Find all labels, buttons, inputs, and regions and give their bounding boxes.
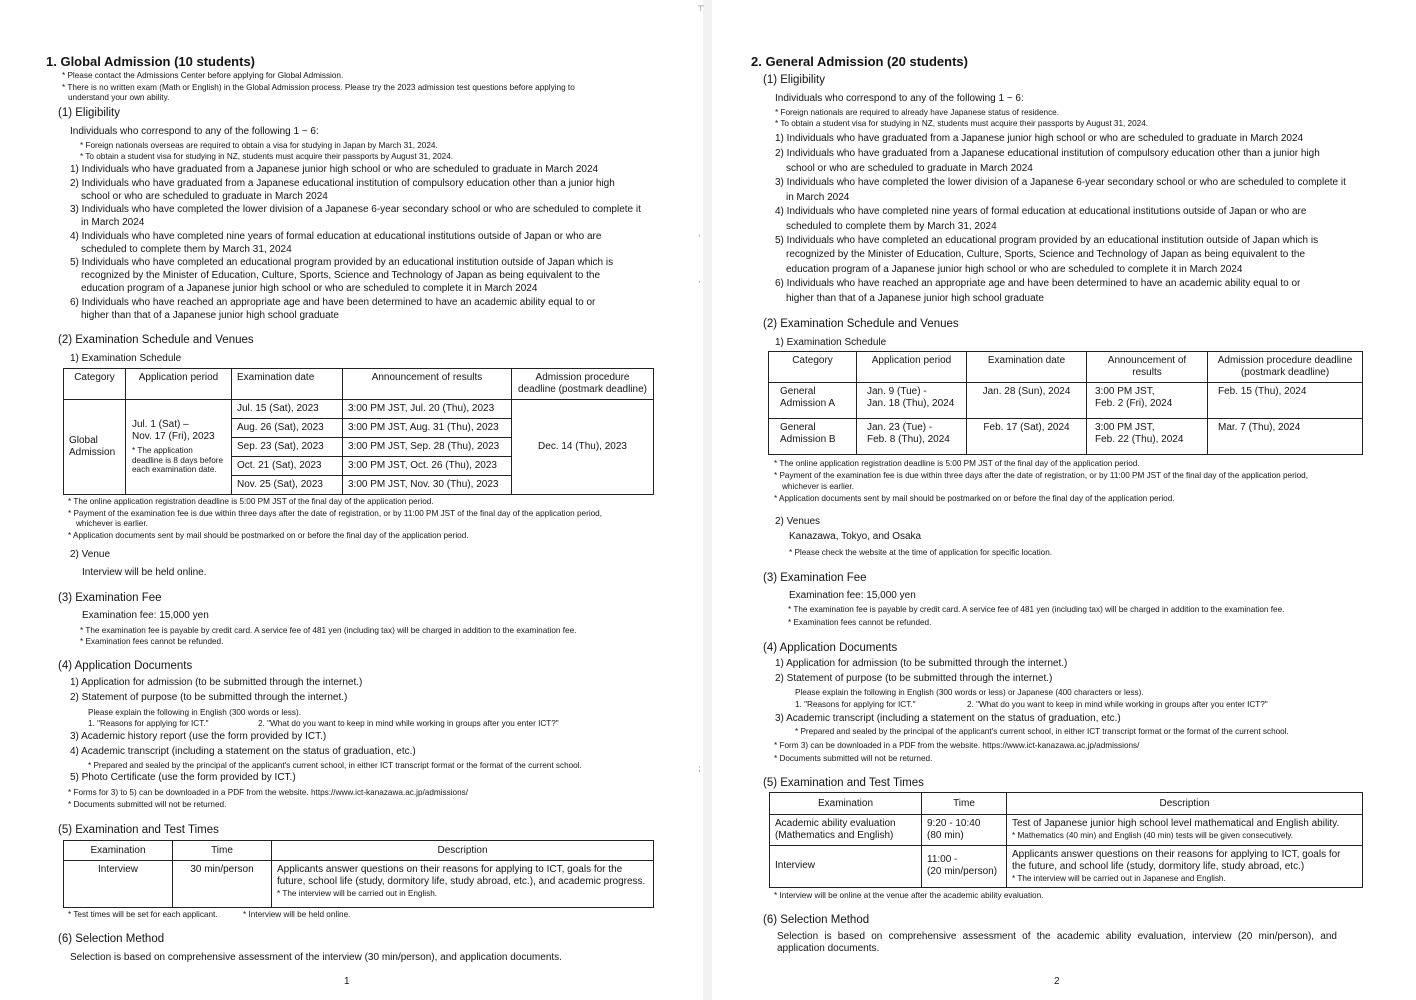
eligibility-item: higher than that of a Japanese junior high school graduate (786, 293, 1044, 304)
exam-cell: Academic ability evaluation (Mathematics and English) (770, 815, 922, 846)
documents-heading: (4) Application Documents (763, 642, 898, 654)
fee-note: * Examination fees cannot be refunded. (788, 618, 932, 627)
result-cell: 3:00 PM JST, Sep. 28 (Thu), 2023 (343, 438, 512, 457)
section-title-global-admission: 1. Global Admission (10 students) (46, 54, 255, 69)
venue-subheading: 2) Venue (70, 549, 111, 560)
eligibility-item: 1) Individuals who have graduated from a Japanese junior high school or who are scheduled to graduate in March 2024 (775, 133, 1304, 144)
eligibility-note: * To obtain a student visa for studying in NZ, students must acquire their passports by August 31, 2024. (80, 152, 454, 161)
selection-text: Selection is based on comprehensive assessment of the academic ability evaluation, interview (20 min/person), and application documents. (777, 931, 1337, 954)
description-cell (1007, 815, 1363, 846)
selection-text: Selection is based on comprehensive assessment of the interview (30 min/person), and application documents. (70, 952, 562, 963)
eligibility-item: 5) Individuals who have completed an educational program provided by an educational institution outside of Japan which is (70, 257, 614, 268)
table-header: Description (1007, 793, 1363, 815)
eligibility-item: 2) Individuals who have graduated from a Japanese educational institution of compulsory education other than a junior high (775, 148, 1320, 159)
eligibility-item: education program of a Japanese junior high school or who are scheduled to complete it in March 2024 (81, 283, 538, 294)
selection-heading: (6) Selection Method (58, 933, 165, 945)
document-item: 4) Academic transcript (including a statement on the status of graduation, etc.) (70, 746, 416, 757)
scan-mark: ‚ (698, 275, 701, 285)
description-text: Applicants answer questions on their reasons for applying to ICT, goals for the future, school life (study, dormitory life, study abroad, etc.), and academic progress. (277, 864, 646, 887)
schedule-subheading: 1) Examination Schedule (70, 353, 182, 364)
time-cell: 30 min/person (173, 861, 272, 908)
section-title-general-admission: 2. General Admission (20 students) (751, 54, 968, 69)
time-cell: 11:00 - (20 min/person) (922, 846, 1007, 888)
eligibility-item: scheduled to complete them by March 31, 2024 (81, 244, 292, 255)
fee-heading: (3) Examination Fee (763, 572, 867, 584)
schedule-note: * The online application registration deadline is 5:00 PM JST of the final day of the application period. (68, 497, 434, 506)
application-period-cell (126, 400, 232, 495)
document-note: * Documents submitted will not be returned. (774, 754, 933, 763)
table-header: Examination date (232, 369, 343, 400)
schedule-note: * Payment of the examination fee is due within three days after the date of registration, or by 11:00 PM JST of the final day of the application period, (774, 471, 1309, 480)
schedule-note: whichever is earlier. (782, 482, 854, 491)
table-header: Application period (857, 352, 967, 383)
description-note: * The interview will be carried out in Japanese and English. (1012, 874, 1226, 883)
venue-subheading: 2) Venues (775, 516, 821, 527)
table-row (770, 815, 1363, 846)
description-cell (1007, 846, 1363, 888)
description-note: * The interview will be carried out in English. (277, 889, 438, 898)
application-period-note: * The application deadline is 8 days before each examination date. (132, 445, 224, 475)
eligibility-item: 3) Individuals who have completed the lower division of a Japanese 6-year secondary school or who are scheduled to complete it (70, 204, 641, 215)
eligibility-note: * Foreign nationals are required to already have Japanese status of residence. (775, 108, 1060, 117)
exam-date-cell: Jan. 28 (Sun), 2024 (967, 383, 1087, 419)
page-number: 1 (344, 976, 350, 987)
fee-heading: (3) Examination Fee (58, 592, 162, 604)
test-times-note: * Test times will be set for each applicant. (68, 910, 218, 919)
eligibility-item: 2) Individuals who have graduated from a Japanese educational institution of compulsory education other than a junior high (70, 178, 615, 189)
table-header: Announcement of results (1087, 352, 1208, 383)
schedule-table (63, 368, 654, 495)
document-subnote: * Prepared and sealed by the principal of the applicant's current school, in either ICT transcript format or the format of the current school. (795, 727, 1289, 736)
schedule-note: * The online application registration deadline is 5:00 PM JST of the final day of the application period. (774, 459, 1140, 468)
document-subnote: 1. "Reasons for applying for ICT." (795, 700, 916, 709)
eligibility-lead: Individuals who correspond to any of the following 1 ~ 6: (775, 93, 1024, 104)
schedule-note: * Application documents sent by mail should be postmarked on or before the final day of the application period. (68, 531, 469, 540)
document-subnote: 1. "Reasons for applying for ICT." (88, 719, 209, 728)
eligibility-heading: (1) Eligibility (763, 74, 825, 86)
venue-text: Kanazawa, Tokyo, and Osaka (789, 531, 922, 542)
eligibility-item: higher than that of a Japanese junior high school graduate (81, 310, 339, 321)
eligibility-item: 5) Individuals who have completed an educational program provided by an educational institution outside of Japan which is (775, 235, 1319, 246)
deadline-cell: Mar. 7 (Thu), 2024 (1208, 419, 1363, 455)
fee-note: * The examination fee is payable by credit card. A service fee of 481 yen (including tax) will be charged in addition to the examination fee. (80, 626, 577, 635)
venue-text: Interview will be held online. (82, 567, 207, 578)
result-cell: 3:00 PM JST, Feb. 2 (Fri), 2024 (1087, 383, 1208, 419)
test-times-note: * Interview will be held online. (243, 910, 351, 919)
category-cell: General Admission B (769, 419, 857, 455)
document-note: * Form 3) can be downloaded in a PDF from the website. https://www.ict-kanazawa.ac.jp/admissions/ (774, 741, 1140, 750)
schedule-note: whichever is earlier. (76, 519, 148, 528)
table-header-row (64, 369, 654, 400)
schedule-table (768, 351, 1363, 455)
category-cell: General Admission A (769, 383, 857, 419)
exam-cell: Interview (770, 846, 922, 888)
scan-mark: ; (698, 764, 702, 774)
document-subnote: * Prepared and sealed by the principal of the applicant's current school, in either ICT transcript format or the format of the current school. (88, 761, 582, 770)
document-subnote: Please explain the following in English (300 words or less) or Japanese (400 characters or less). (795, 688, 1144, 697)
table-header-row (64, 841, 654, 861)
eligibility-item: school or who are scheduled to graduate in March 2024 (786, 163, 1033, 174)
document-item: 3) Academic history report (use the form provided by ICT.) (70, 731, 327, 742)
page-gutter (703, 0, 712, 1000)
page-1 (0, 0, 703, 1000)
document-item: 1) Application for admission (to be submitted through the internet.) (775, 658, 1068, 669)
document-item: 2) Statement of purpose (to be submitted through the internet.) (70, 692, 348, 703)
eligibility-lead: Individuals who correspond to any of the following 1 ~ 6: (70, 126, 319, 137)
eligibility-heading: (1) Eligibility (58, 107, 120, 119)
exam-date-cell: Sep. 23 (Sat), 2023 (232, 438, 343, 457)
schedule-subheading: 1) Examination Schedule (775, 337, 887, 348)
eligibility-item: in March 2024 (786, 192, 850, 203)
page-number: 2 (1054, 976, 1060, 987)
deadline-cell: Feb. 15 (Thu), 2024 (1208, 383, 1363, 419)
table-row (769, 383, 1363, 419)
intro-note: * Please contact the Admissions Center before applying for Global Admission. (62, 71, 344, 80)
application-period-cell: Jan. 9 (Tue) - Jan. 18 (Thu), 2024 (857, 383, 967, 419)
venue-note: * Please check the website at the time of application for specific location. (789, 548, 1053, 557)
result-cell: 3:00 PM JST, Aug. 31 (Thu), 2023 (343, 419, 512, 438)
document-subnote: Please explain the following in English (300 words or less). (88, 708, 301, 717)
document-item: 1) Application for admission (to be submitted through the internet.) (70, 677, 363, 688)
eligibility-item: recognized by the Minister of Education, Culture, Sports, Science and Technology of Japan as being equivalent to the (786, 249, 1306, 260)
table-header: Category (769, 352, 857, 383)
result-cell: 3:00 PM JST, Nov. 30 (Thu), 2023 (343, 476, 512, 495)
application-period: Jul. 1 (Sat) – Nov. 17 (Fri), 2023 (132, 418, 215, 442)
table-header: Time (173, 841, 272, 861)
table-header: Time (922, 793, 1007, 815)
result-cell: 3:00 PM JST, Feb. 22 (Thu), 2024 (1087, 419, 1208, 455)
document-item: 5) Photo Certificate (use the form provided by ICT.) (70, 772, 296, 783)
exam-date-cell: Feb. 17 (Sat), 2024 (967, 419, 1087, 455)
result-cell: 3:00 PM JST, Oct. 26 (Thu), 2023 (343, 457, 512, 476)
category-cell: Global Admission (64, 400, 126, 495)
eligibility-item: 6) Individuals who have reached an appropriate age and have been determined to have an academic ability equal to or (70, 297, 596, 308)
exam-date-cell: Oct. 21 (Sat), 2023 (232, 457, 343, 476)
selection-heading: (6) Selection Method (763, 914, 870, 926)
table-header: Application period (126, 369, 232, 400)
table-header: Category (64, 369, 126, 400)
fee-text: Examination fee: 15,000 yen (789, 590, 916, 601)
table-header: Description (272, 841, 654, 861)
description-note: * Mathematics (40 min) and English (40 min) tests will be given consecutively. (1012, 831, 1294, 840)
application-period-cell: Jan. 23 (Tue) - Feb. 8 (Thu), 2024 (857, 419, 967, 455)
schedule-heading: (2) Examination Schedule and Venues (763, 318, 959, 330)
eligibility-item: 1) Individuals who have graduated from a Japanese junior high school or who are scheduled to graduate in March 2024 (70, 164, 599, 175)
schedule-note: * Application documents sent by mail should be postmarked on or before the final day of the application period. (774, 494, 1175, 503)
schedule-heading: (2) Examination Schedule and Venues (58, 334, 254, 346)
table-row (769, 419, 1363, 455)
exam-date-cell: Jul. 15 (Sat), 2023 (232, 400, 343, 419)
documents-heading: (4) Application Documents (58, 660, 193, 672)
table-row (770, 846, 1363, 888)
intro-note: understand your own ability. (68, 93, 170, 102)
table-header: Examination date (967, 352, 1087, 383)
document-subnote: 2. "What do you want to keep in mind while working in groups after you enter ICT?" (258, 719, 559, 728)
test-times-heading: (5) Examination and Test Times (763, 777, 924, 789)
table-header-row (770, 793, 1363, 815)
table-header-row (769, 352, 1363, 383)
document-item: 2) Statement of purpose (to be submitted through the internet.) (775, 673, 1053, 684)
table-header: Announcement of results (343, 369, 512, 400)
test-times-heading: (5) Examination and Test Times (58, 824, 219, 836)
schedule-note: * Payment of the examination fee is due within three days after the date of registration, or by 11:00 PM JST of the final day of the application period, (68, 509, 603, 518)
table-row (64, 861, 654, 908)
eligibility-item: scheduled to complete them by March 31, 2024 (786, 221, 997, 232)
fee-note: * Examination fees cannot be refunded. (80, 637, 224, 646)
result-cell: 3:00 PM JST, Jul. 20 (Thu), 2023 (343, 400, 512, 419)
test-times-table (63, 840, 654, 908)
fee-note: * The examination fee is payable by credit card. A service fee of 481 yen (including tax) will be charged in addition to the examination fee. (788, 605, 1285, 614)
document-note: * Documents submitted will not be returned. (68, 800, 227, 809)
scan-mark: ┬ (698, 2, 704, 12)
eligibility-item: 4) Individuals who have completed nine years of formal education at educational institutions outside of Japan or who are (775, 206, 1307, 217)
document-subnote: 2. "What do you want to keep in mind while working in groups after you enter ICT?" (967, 700, 1268, 709)
eligibility-note: * To obtain a student visa for studying in NZ, students must acquire their passports by August 31, 2024. (775, 119, 1149, 128)
table-header: Examination (64, 841, 173, 861)
description-text: Applicants answer questions on their reasons for applying to ICT, goals for the future, and school life (study, dormitory life, study abroad, etc.) (1012, 849, 1341, 872)
description-text: Test of Japanese junior high school level mathematical and English ability. (1012, 818, 1340, 829)
page-2 (712, 0, 1416, 1000)
eligibility-item: 3) Individuals who have completed the lower division of a Japanese 6-year secondary school or who are scheduled to complete it (775, 177, 1346, 188)
exam-date-cell: Nov. 25 (Sat), 2023 (232, 476, 343, 495)
table-header: Admission procedure deadline (postmark deadline) (512, 369, 654, 400)
description-cell (272, 861, 654, 908)
time-cell: 9:20 - 10:40 (80 min) (922, 815, 1007, 846)
table-row (64, 400, 654, 419)
table-header: Examination (770, 793, 922, 815)
document-item: 3) Academic transcript (including a statement on the status of graduation, etc.) (775, 713, 1121, 724)
test-times-table (769, 792, 1363, 888)
eligibility-item: 4) Individuals who have completed nine years of formal education at educational institutions outside of Japan or who are (70, 231, 602, 242)
eligibility-item: education program of a Japanese junior high school or who are scheduled to complete it in March 2024 (786, 264, 1243, 275)
eligibility-item: recognized by the Minister of Education, Culture, Sports, Science and Technology of Japan as being equivalent to the (81, 270, 601, 281)
eligibility-item: in March 2024 (81, 217, 145, 228)
eligibility-note: * Foreign nationals overseas are required to obtain a visa for studying in Japan by March 31, 2024. (80, 141, 438, 150)
eligibility-item: 6) Individuals who have reached an appropriate age and have been determined to have an academic ability equal to or (775, 278, 1301, 289)
eligibility-item: school or who are scheduled to graduate in March 2024 (81, 191, 328, 202)
exam-cell: Interview (64, 861, 173, 908)
scan-mark: ' (698, 234, 701, 244)
intro-note: * There is no written exam (Math or English) in the Global Admission process. Please try the 2023 admission test questions before applying to (62, 83, 575, 92)
table-header: Admission procedure deadline (postmark deadline) (1208, 352, 1363, 383)
deadline-cell: Dec. 14 (Thu), 2023 (512, 400, 654, 495)
test-times-note: * Interview will be online at the venue after the academic ability evaluation. (774, 891, 1044, 900)
document-note: * Forms for 3) to 5) can be downloaded in a PDF from the website. https://www.ict-kanazawa.ac.jp/admissions/ (68, 788, 468, 797)
fee-text: Examination fee: 15,000 yen (82, 610, 209, 621)
exam-date-cell: Aug. 26 (Sat), 2023 (232, 419, 343, 438)
